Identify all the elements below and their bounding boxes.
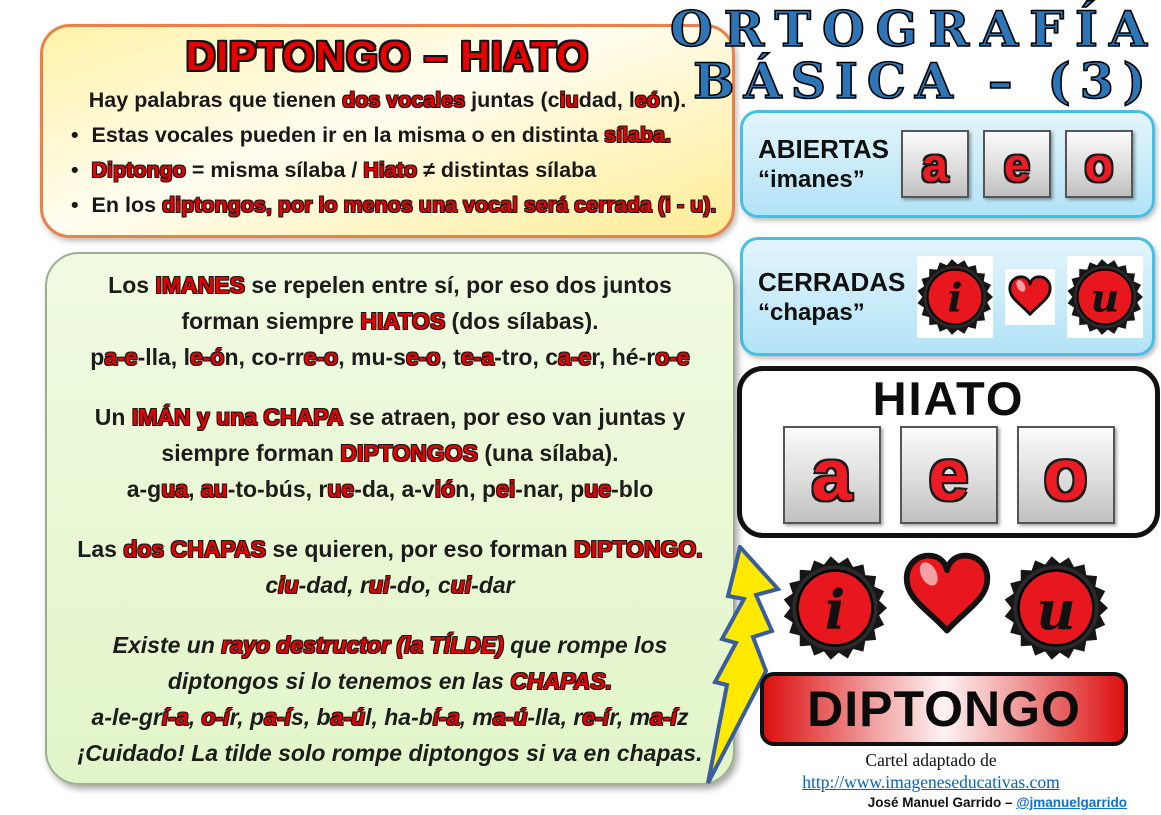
svg-text:u: u	[1090, 275, 1120, 322]
letter-tile-o	[1017, 426, 1115, 524]
letter-tile-a	[901, 130, 969, 198]
vowel-letter: e	[1003, 137, 1031, 191]
heart-icon-large	[898, 548, 996, 644]
credits	[735, 749, 1127, 812]
heart-icon	[1005, 273, 1055, 321]
cerradas-label: CERRADAS	[758, 266, 906, 297]
svg-text:i: i	[947, 275, 963, 322]
abiertas-labels	[758, 133, 889, 195]
text-line: a-gua, au-to-bús, rue-da, a-vión, pei-nar, pue-blo	[126, 476, 654, 502]
credit-source-prefix: Cartel adaptado de	[865, 750, 997, 770]
abiertas-panel	[740, 110, 1155, 218]
text-line: Existe un rayo destructor (la TÍLDE) que rompe los	[112, 632, 668, 658]
diptongo-banner-label: DIPTONGO	[807, 681, 1081, 737]
text-line: Un IMÁN y una CHAPA se atraen, por eso van juntas y	[94, 404, 686, 430]
abiertas-label: ABIERTAS	[758, 134, 889, 164]
diptongo-banner	[760, 672, 1128, 746]
cerradas-panel	[740, 237, 1155, 356]
text-line: diptongos si lo tenemos en las CHAPAS.	[167, 668, 613, 694]
main-paragraph	[55, 267, 725, 375]
abiertas-letter-tiles	[901, 130, 1133, 198]
letter-tile-o	[1065, 130, 1133, 198]
intro-line: Hay palabras que tienen dos vocales juntas (ciudad, león).	[88, 88, 687, 112]
text-line: siempre forman DIPTONGOS (una sílaba).	[161, 440, 619, 466]
text-line: Los IMANES se repelen entre sí, por eso dos juntos	[108, 272, 672, 298]
vowel-letter: o	[1043, 434, 1088, 516]
intro-bullet: • Diptongo = misma sílaba / Hiato ≠ distintas sílaba	[71, 158, 597, 182]
page-title: DIPTONGO – HIATO	[185, 33, 590, 79]
heart-tile	[1005, 269, 1055, 325]
vowel-letter: o	[1084, 137, 1114, 191]
bottle-cap-i-icon-large	[783, 556, 887, 660]
cerradas-labels	[758, 266, 905, 328]
abiertas-sublabel: “imanes”	[758, 166, 865, 193]
bottle-cap-u-icon-large	[1004, 556, 1108, 660]
main-paragraph	[55, 399, 725, 507]
main-panel	[45, 252, 735, 785]
text-line: Las dos CHAPAS se quieren, por eso forman DIPTONGO.	[77, 536, 703, 562]
text-line: ciu-dad, rui-do, cui-dar	[265, 572, 515, 598]
letter-tile-a	[783, 426, 881, 524]
credit-source-line	[735, 749, 1127, 793]
vowel-letter: a	[921, 137, 949, 191]
header-title-line2: BÁSICA – (3)	[693, 52, 1155, 110]
text-line: ¡Cuidado! La tilde solo rompe diptongos si va en chapas.	[77, 740, 703, 766]
hiato-letter-tiles	[742, 426, 1155, 524]
letter-tile-e	[900, 426, 998, 524]
bottle-cap-u-icon	[1067, 259, 1143, 335]
vowel-letter: e	[928, 434, 969, 516]
bottle-cap-i-tile	[917, 256, 993, 338]
intro-bullet: • En los diptongos, por lo menos una vocal será cerrada (i - u).	[71, 193, 717, 217]
svg-text:u: u	[1036, 578, 1076, 643]
hiato-panel	[737, 366, 1160, 538]
bottle-cap-i-icon	[917, 259, 993, 335]
poster-header	[618, 0, 1158, 110]
intro-bullet: • Estas vocales pueden ir en la misma o en distinta sílaba.	[71, 123, 672, 147]
imageneseducativas-link[interactable]: http://www.imageneseducativas.com	[802, 772, 1060, 792]
main-paragraphs	[55, 267, 725, 771]
letter-tile-e	[983, 130, 1051, 198]
header-title-line1: ORTOGRAFÍA	[669, 0, 1158, 58]
credit-author-prefix: José Manuel Garrido –	[867, 795, 1017, 810]
text-line: pa-e-lla, le-ón, co-rre-o, mu-se-o, te-a-tro, ca-er, hé-ro-e	[90, 344, 690, 370]
hiato-title: HIATO	[872, 372, 1025, 425]
intro-bullets	[55, 118, 720, 223]
credit-author-line	[735, 793, 1127, 812]
author-handle-link[interactable]: @jmanuelgarrido	[1016, 795, 1127, 810]
main-paragraph	[55, 531, 725, 603]
cerradas-sublabel: “chapas”	[758, 298, 865, 326]
text-line: forman siempre HIATOS (dos sílabas).	[181, 308, 599, 334]
svg-text:i: i	[824, 578, 846, 643]
text-line: a-le-grí-a, o-ír, pa-ís, ba-úl, ha-bí-a, ma-ú-lla, re-ír, ma-íz	[91, 704, 689, 730]
vowel-letter: a	[811, 434, 852, 516]
main-paragraph	[55, 627, 725, 771]
bottle-cap-u-tile	[1067, 256, 1143, 338]
